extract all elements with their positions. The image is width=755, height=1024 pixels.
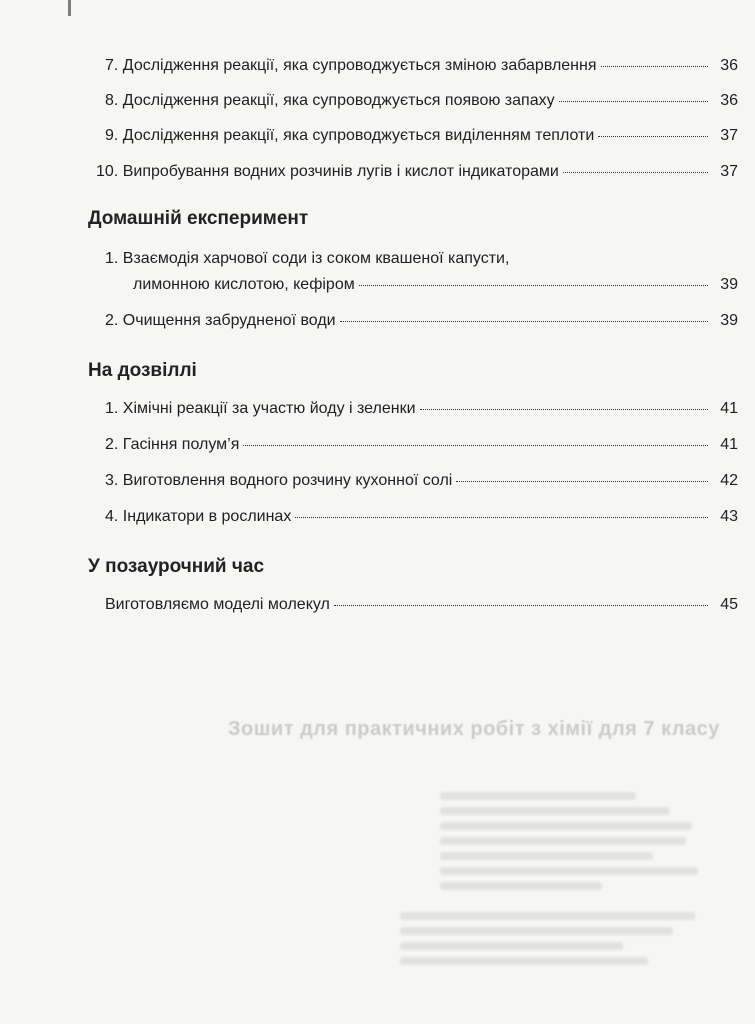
bleed-through-line — [440, 807, 670, 815]
dot-leader — [456, 481, 708, 482]
bleed-through-line — [400, 912, 695, 920]
page-edge-mark — [68, 0, 71, 16]
toc-entry-title: 1. Взаємодія харчової соди із соком квашеної капусти, — [105, 250, 510, 267]
dot-leader — [598, 136, 708, 137]
toc-entry-title: 8. Дослідження реакції, яка супроводжується появою запаху — [105, 92, 555, 109]
toc-page-number: 36 — [720, 92, 738, 109]
section-heading-leisure: На дозвіллі — [88, 360, 197, 381]
toc-entry-leisure-3[interactable] — [105, 471, 738, 491]
toc-entry-home-2[interactable] — [105, 311, 738, 331]
toc-entry-title-continued: лимонною кислотою, кефіром 39 — [105, 272, 738, 298]
toc-entry-8[interactable] — [105, 91, 738, 111]
dot-leader — [334, 605, 708, 606]
bleed-through-line — [440, 882, 602, 890]
toc-page-number: 41 — [720, 400, 738, 417]
dot-leader — [559, 101, 708, 102]
bleed-through-title: Зошит для практичних робіт з хімії для 7 класу — [228, 718, 720, 740]
bleed-through-text-block — [440, 792, 720, 897]
toc-entry-title: 3. Виготовлення водного розчину кухонної солі — [105, 472, 453, 489]
bleed-through-line — [440, 822, 692, 830]
toc-page-number: 43 — [720, 508, 738, 525]
toc-entry-title: 2. Очищення забрудненої води — [105, 312, 336, 329]
toc-entry-title: Виготовляємо моделі молекул — [105, 596, 330, 613]
toc-page-number: 39 — [720, 312, 738, 329]
bleed-through-line — [400, 957, 648, 965]
toc-entry-9[interactable] — [105, 126, 738, 146]
toc-page-number: 45 — [720, 596, 738, 613]
bleed-through-text-block-lower — [400, 912, 710, 972]
toc-page-number: 37 — [720, 127, 738, 144]
toc-page-number: 36 — [720, 57, 738, 74]
dot-leader — [340, 321, 708, 322]
toc-page-number: 39 — [720, 276, 738, 293]
toc-entry-7[interactable] — [105, 56, 738, 76]
dot-leader — [420, 409, 708, 410]
toc-page-number: 42 — [720, 472, 738, 489]
bleed-through-line — [400, 942, 623, 950]
toc-entry-title: 7. Дослідження реакції, яка супроводжується зміною забарвлення — [105, 57, 597, 74]
bleed-through-line — [440, 837, 686, 845]
toc-entry-home-1[interactable] — [105, 246, 738, 298]
bleed-through-line — [440, 852, 653, 860]
toc-entry-title: 2. Гасіння полум’я — [105, 436, 240, 453]
toc-entry-title: 10. Випробування водних розчинів лугів і кислот індикаторами — [96, 163, 559, 180]
toc-entry-10[interactable] — [96, 162, 738, 182]
toc-entry-leisure-2[interactable] — [105, 435, 738, 455]
section-heading-home-experiment: Домашній експеримент — [88, 208, 309, 229]
dot-leader — [359, 285, 708, 286]
dot-leader — [563, 172, 708, 173]
toc-page-number: 41 — [720, 436, 738, 453]
section-heading-extracurricular: У позаурочний час — [88, 556, 265, 577]
dot-leader — [601, 66, 708, 67]
toc-entry-leisure-1[interactable] — [105, 399, 738, 419]
bleed-through-line — [440, 792, 636, 800]
bleed-through-line — [400, 927, 673, 935]
toc-entry-title: 4. Індикатори в рослинах — [105, 508, 292, 525]
dot-leader — [243, 445, 708, 446]
toc-entry-title: 1. Хімічні реакції за участю йоду і зеленки — [105, 400, 416, 417]
toc-page-number: 37 — [720, 163, 738, 180]
bleed-through-line — [440, 867, 698, 875]
dot-leader — [295, 517, 708, 518]
toc-entry-title: 9. Дослідження реакції, яка супроводжується виділенням теплоти — [105, 127, 595, 144]
toc-entry-leisure-4[interactable] — [105, 507, 738, 527]
toc-entry-extracurricular-1[interactable] — [105, 595, 738, 615]
